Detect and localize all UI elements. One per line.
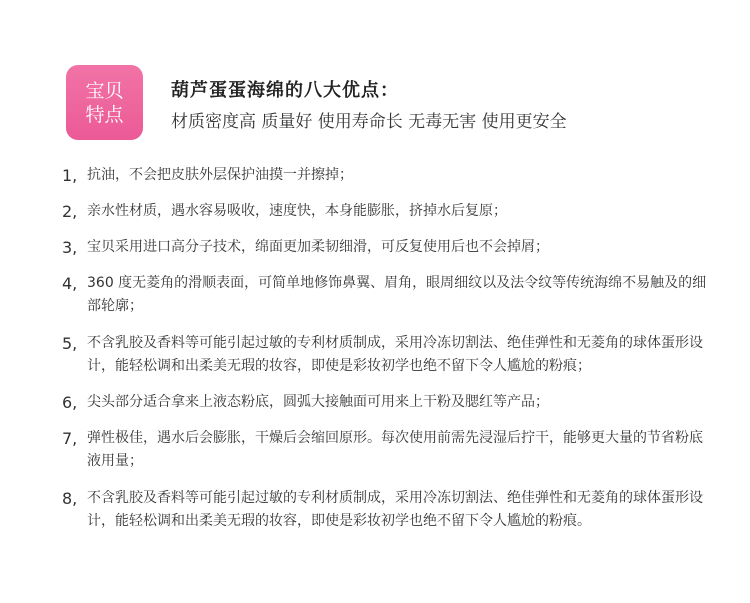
item-text: 亲水性材质，遇水容易吸收，速度快，本身能膨胀，挤掉水后复原； — [87, 203, 507, 219]
section-heading — [171, 78, 567, 136]
item-number: 2, — [62, 202, 78, 221]
badge-line-1: 宝贝 — [85, 79, 124, 102]
item-text: 弹性极佳，遇水后会膨胀，干燥后会缩回原形。每次使用前需先浸湿后拧干，能够更大量的节省粉底液用量； — [87, 430, 703, 469]
item-number: 8, — [62, 489, 78, 508]
feature-list — [62, 164, 712, 533]
item-number: 5, — [62, 334, 78, 353]
list-item — [62, 236, 712, 259]
item-text: 宝贝采用进口高分子技术，绵面更加柔韧细滑，可反复使用后也不会掉屑； — [87, 239, 549, 255]
list-item — [62, 272, 712, 318]
section-title: 葫芦蛋蛋海绵的八大优点： — [171, 80, 399, 101]
item-text: 不含乳胶及香料等可能引起过敏的专利材质制成，采用冷冻切割法、绝佳弹性和无菱角的球体蛋形设计，能轻松调和出柔美无瑕的妆容，即使是彩妆初学也绝不留下令人尴尬的粉痕； — [87, 335, 703, 374]
badge-line-2: 特点 — [85, 103, 124, 126]
item-number: 1, — [62, 166, 78, 185]
item-number: 4, — [62, 274, 78, 293]
list-item — [62, 427, 712, 473]
list-item — [62, 164, 712, 187]
item-text: 抗油，不会把皮肤外层保护油摸一并擦掉； — [87, 167, 353, 183]
list-item — [62, 200, 712, 223]
section-subtitle: 材质密度高 质量好 使用寿命长 无毒无害 使用更安全 — [171, 112, 567, 132]
item-number: 7, — [62, 429, 78, 448]
list-item — [62, 391, 712, 414]
item-text: 360 度无菱角的滑顺表面，可简单地修饰鼻翼、眉角，眼周细纹以及法令纹等传统海绵不易触及的细部轮廓； — [87, 275, 707, 314]
list-item — [62, 332, 712, 378]
item-text: 尖头部分适合拿来上液态粉底，圆弧大接触面可用来上干粉及腮红等产品； — [87, 394, 549, 410]
item-number: 3, — [62, 238, 78, 257]
item-number: 6, — [62, 393, 78, 412]
feature-badge — [66, 65, 143, 140]
list-item — [62, 487, 712, 533]
item-text: 不含乳胶及香料等可能引起过敏的专利材质制成，采用冷冻切割法、绝佳弹性和无菱角的球体蛋形设计，能轻松调和出柔美无瑕的妆容，即使是彩妆初学也绝不留下令人尴尬的粉痕。 — [87, 490, 703, 529]
